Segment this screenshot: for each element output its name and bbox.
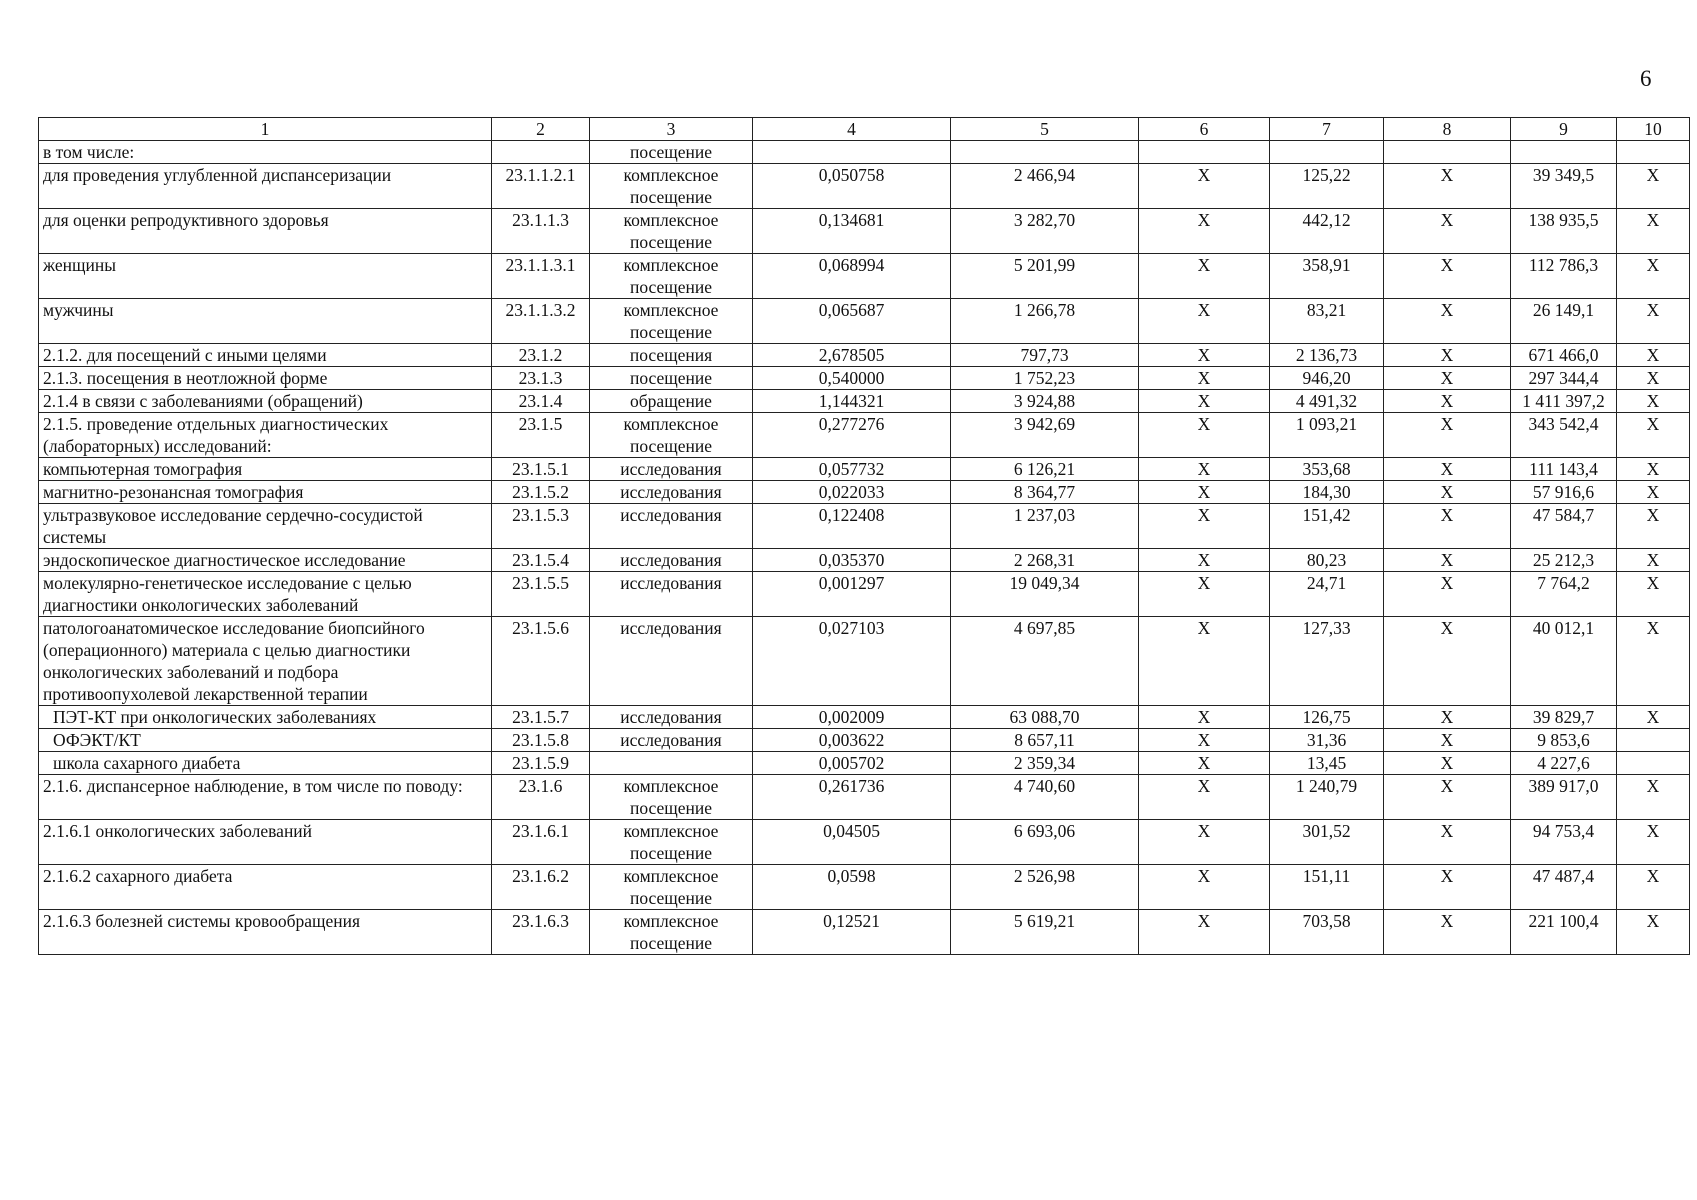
row-col7-cell: 184,30 (1270, 481, 1384, 504)
row-col4-cell: 0,540000 (753, 367, 951, 390)
row-col5-cell: 3 282,70 (951, 209, 1139, 254)
row-col8-cell: Х (1384, 344, 1511, 367)
column-header-7: 7 (1270, 118, 1384, 141)
row-col8-cell: Х (1384, 752, 1511, 775)
row-name-cell: школа сахарного диабета (39, 752, 492, 775)
row-col4-cell: 2,678505 (753, 344, 951, 367)
row-col9-cell (1511, 141, 1617, 164)
table-row (39, 572, 1690, 617)
table-row (39, 820, 1690, 865)
row-unit-cell: посещение (590, 367, 753, 390)
row-code-cell: 23.1.6.1 (492, 820, 590, 865)
row-col8-cell: Х (1384, 865, 1511, 910)
row-col10-cell (1617, 752, 1690, 775)
row-code-cell: 23.1.5.4 (492, 549, 590, 572)
row-col5-cell: 1 237,03 (951, 504, 1139, 549)
row-col4-cell: 0,027103 (753, 617, 951, 706)
row-code-cell: 23.1.6.3 (492, 910, 590, 955)
row-col7-cell: 24,71 (1270, 572, 1384, 617)
row-unit-cell: исследования (590, 458, 753, 481)
row-col8-cell: Х (1384, 549, 1511, 572)
row-col8-cell: Х (1384, 390, 1511, 413)
row-col7-cell: 151,11 (1270, 865, 1384, 910)
row-name-cell: магнитно-резонансная томография (39, 481, 492, 504)
row-col9-cell: 111 143,4 (1511, 458, 1617, 481)
row-col6-cell: Х (1139, 209, 1270, 254)
table-row (39, 617, 1690, 706)
row-col6-cell: Х (1139, 344, 1270, 367)
row-col6-cell: Х (1139, 865, 1270, 910)
row-col7-cell: 80,23 (1270, 549, 1384, 572)
row-col10-cell: Х (1617, 820, 1690, 865)
row-unit-cell: посещение (590, 141, 753, 164)
row-name-cell: 2.1.2. для посещений с иными целями (39, 344, 492, 367)
row-col5-cell: 6 693,06 (951, 820, 1139, 865)
row-col5-cell: 1 266,78 (951, 299, 1139, 344)
row-col5-cell: 6 126,21 (951, 458, 1139, 481)
row-col8-cell: Х (1384, 775, 1511, 820)
table-row (39, 164, 1690, 209)
row-name-cell: ультразвуковое исследование сердечно-сосудистой системы (39, 504, 492, 549)
row-unit-cell (590, 752, 753, 775)
row-name-cell: молекулярно-генетическое исследование с целью диагностики онкологических заболеваний (39, 572, 492, 617)
row-col9-cell: 1 411 397,2 (1511, 390, 1617, 413)
row-code-cell: 23.1.5.1 (492, 458, 590, 481)
row-col9-cell: 112 786,3 (1511, 254, 1617, 299)
table-row (39, 752, 1690, 775)
row-col6-cell: Х (1139, 706, 1270, 729)
row-col4-cell: 0,12521 (753, 910, 951, 955)
row-col5-cell: 8 364,77 (951, 481, 1139, 504)
row-unit-cell: комплексное посещение (590, 164, 753, 209)
row-col10-cell: Х (1617, 617, 1690, 706)
row-col4-cell: 1,144321 (753, 390, 951, 413)
row-unit-cell: комплексное посещение (590, 775, 753, 820)
table-row (39, 775, 1690, 820)
row-col4-cell (753, 141, 951, 164)
row-col6-cell: Х (1139, 390, 1270, 413)
row-col8-cell: Х (1384, 572, 1511, 617)
row-name-cell: в том числе: (39, 141, 492, 164)
row-code-cell (492, 141, 590, 164)
row-unit-cell: исследования (590, 617, 753, 706)
row-code-cell: 23.1.6.2 (492, 865, 590, 910)
row-col10-cell: Х (1617, 865, 1690, 910)
column-header-6: 6 (1139, 118, 1270, 141)
row-col8-cell: Х (1384, 164, 1511, 209)
row-col7-cell: 1 093,21 (1270, 413, 1384, 458)
row-col9-cell: 389 917,0 (1511, 775, 1617, 820)
row-col9-cell: 9 853,6 (1511, 729, 1617, 752)
row-name-cell: компьютерная томография (39, 458, 492, 481)
row-col5-cell (951, 141, 1139, 164)
row-col7-cell (1270, 141, 1384, 164)
row-col7-cell: 4 491,32 (1270, 390, 1384, 413)
row-col9-cell: 7 764,2 (1511, 572, 1617, 617)
row-col5-cell: 5 201,99 (951, 254, 1139, 299)
row-col6-cell: Х (1139, 481, 1270, 504)
row-col6-cell: Х (1139, 910, 1270, 955)
row-unit-cell: комплексное посещение (590, 820, 753, 865)
row-col10-cell (1617, 729, 1690, 752)
column-header-2: 2 (492, 118, 590, 141)
row-unit-cell: комплексное посещение (590, 254, 753, 299)
row-unit-cell: исследования (590, 549, 753, 572)
row-col6-cell: Х (1139, 367, 1270, 390)
row-col9-cell: 138 935,5 (1511, 209, 1617, 254)
row-unit-cell: комплексное посещение (590, 413, 753, 458)
row-col5-cell: 8 657,11 (951, 729, 1139, 752)
row-unit-cell: комплексное посещение (590, 910, 753, 955)
table-row (39, 254, 1690, 299)
row-col5-cell: 4 740,60 (951, 775, 1139, 820)
row-code-cell: 23.1.5.9 (492, 752, 590, 775)
row-col9-cell: 57 916,6 (1511, 481, 1617, 504)
row-name-cell: патологоанатомическое исследование биопсийного (операционного) материала с целью диагностики онкологических заболеваний и подбора противоопухолевой лекарственной терапии (39, 617, 492, 706)
row-col8-cell: Х (1384, 299, 1511, 344)
table-row (39, 706, 1690, 729)
row-col6-cell: Х (1139, 572, 1270, 617)
row-col10-cell: Х (1617, 549, 1690, 572)
row-col9-cell: 47 584,7 (1511, 504, 1617, 549)
row-code-cell: 23.1.4 (492, 390, 590, 413)
row-name-cell: 2.1.5. проведение отдельных диагностических (лабораторных) исследований: (39, 413, 492, 458)
row-col7-cell: 83,21 (1270, 299, 1384, 344)
page-number: 6 (1640, 66, 1652, 91)
row-col10-cell: Х (1617, 367, 1690, 390)
row-col8-cell: Х (1384, 910, 1511, 955)
row-col7-cell: 1 240,79 (1270, 775, 1384, 820)
row-col4-cell: 0,122408 (753, 504, 951, 549)
row-name-cell: 2.1.6.1 онкологических заболеваний (39, 820, 492, 865)
row-col9-cell: 297 344,4 (1511, 367, 1617, 390)
table-body (39, 141, 1690, 955)
row-col5-cell: 2 268,31 (951, 549, 1139, 572)
row-col7-cell: 353,68 (1270, 458, 1384, 481)
row-unit-cell: комплексное посещение (590, 299, 753, 344)
table-row (39, 413, 1690, 458)
row-col5-cell: 63 088,70 (951, 706, 1139, 729)
row-col8-cell: Х (1384, 481, 1511, 504)
column-header-4: 4 (753, 118, 951, 141)
row-col5-cell: 3 942,69 (951, 413, 1139, 458)
row-col10-cell: Х (1617, 572, 1690, 617)
column-header-9: 9 (1511, 118, 1617, 141)
row-col6-cell: Х (1139, 164, 1270, 209)
row-unit-cell: исследования (590, 729, 753, 752)
column-header-3: 3 (590, 118, 753, 141)
row-col4-cell: 0,0598 (753, 865, 951, 910)
table-row (39, 141, 1690, 164)
table-row (39, 390, 1690, 413)
row-col8-cell: Х (1384, 617, 1511, 706)
row-col7-cell: 703,58 (1270, 910, 1384, 955)
table-row (39, 344, 1690, 367)
row-col8-cell: Х (1384, 820, 1511, 865)
row-col9-cell: 47 487,4 (1511, 865, 1617, 910)
row-col8-cell: Х (1384, 254, 1511, 299)
row-col6-cell (1139, 141, 1270, 164)
row-col7-cell: 126,75 (1270, 706, 1384, 729)
table-row (39, 910, 1690, 955)
row-name-cell: эндоскопическое диагностическое исследование (39, 549, 492, 572)
row-col7-cell: 442,12 (1270, 209, 1384, 254)
row-name-cell: для оценки репродуктивного здоровья (39, 209, 492, 254)
row-code-cell: 23.1.1.2.1 (492, 164, 590, 209)
row-col8-cell: Х (1384, 458, 1511, 481)
row-col4-cell: 0,057732 (753, 458, 951, 481)
row-col6-cell: Х (1139, 752, 1270, 775)
data-table (38, 117, 1690, 955)
row-col4-cell: 0,003622 (753, 729, 951, 752)
row-code-cell: 23.1.5.5 (492, 572, 590, 617)
row-col8-cell: Х (1384, 729, 1511, 752)
row-col4-cell: 0,022033 (753, 481, 951, 504)
row-col8-cell (1384, 141, 1511, 164)
row-code-cell: 23.1.5.7 (492, 706, 590, 729)
row-col6-cell: Х (1139, 617, 1270, 706)
row-code-cell: 23.1.1.3.1 (492, 254, 590, 299)
row-col6-cell: Х (1139, 549, 1270, 572)
row-col4-cell: 0,065687 (753, 299, 951, 344)
row-unit-cell: исследования (590, 706, 753, 729)
row-code-cell: 23.1.5.6 (492, 617, 590, 706)
row-col4-cell: 0,134681 (753, 209, 951, 254)
row-col4-cell: 0,277276 (753, 413, 951, 458)
row-col10-cell: Х (1617, 910, 1690, 955)
row-col4-cell: 0,04505 (753, 820, 951, 865)
row-col9-cell: 39 829,7 (1511, 706, 1617, 729)
row-col7-cell: 151,42 (1270, 504, 1384, 549)
table-row (39, 865, 1690, 910)
row-col4-cell: 0,050758 (753, 164, 951, 209)
row-col5-cell: 19 049,34 (951, 572, 1139, 617)
row-name-cell: 2.1.6.2 сахарного диабета (39, 865, 492, 910)
table-row (39, 729, 1690, 752)
table-row (39, 549, 1690, 572)
row-col9-cell: 671 466,0 (1511, 344, 1617, 367)
row-unit-cell: исследования (590, 481, 753, 504)
row-col10-cell: Х (1617, 458, 1690, 481)
row-col6-cell: Х (1139, 775, 1270, 820)
column-header-5: 5 (951, 118, 1139, 141)
row-unit-cell: исследования (590, 572, 753, 617)
header-row (39, 118, 1690, 141)
row-col9-cell: 343 542,4 (1511, 413, 1617, 458)
row-col4-cell: 0,068994 (753, 254, 951, 299)
row-name-cell: ПЭТ-КТ при онкологических заболеваниях (39, 706, 492, 729)
row-name-cell: для проведения углубленной диспансеризации (39, 164, 492, 209)
row-col5-cell: 2 466,94 (951, 164, 1139, 209)
row-col5-cell: 2 526,98 (951, 865, 1139, 910)
table-row (39, 458, 1690, 481)
row-col8-cell: Х (1384, 413, 1511, 458)
row-name-cell: 2.1.6.3 болезней системы кровообращения (39, 910, 492, 955)
row-code-cell: 23.1.5 (492, 413, 590, 458)
row-col7-cell: 127,33 (1270, 617, 1384, 706)
row-col10-cell: Х (1617, 504, 1690, 549)
row-code-cell: 23.1.2 (492, 344, 590, 367)
row-col7-cell: 2 136,73 (1270, 344, 1384, 367)
row-col7-cell: 946,20 (1270, 367, 1384, 390)
row-col6-cell: Х (1139, 458, 1270, 481)
row-col7-cell: 301,52 (1270, 820, 1384, 865)
column-header-1: 1 (39, 118, 492, 141)
row-unit-cell: комплексное посещение (590, 209, 753, 254)
table-row (39, 299, 1690, 344)
table-row (39, 481, 1690, 504)
row-code-cell: 23.1.1.3.2 (492, 299, 590, 344)
row-col6-cell: Х (1139, 299, 1270, 344)
row-col5-cell: 5 619,21 (951, 910, 1139, 955)
row-col6-cell: Х (1139, 254, 1270, 299)
row-col7-cell: 125,22 (1270, 164, 1384, 209)
row-col10-cell: Х (1617, 209, 1690, 254)
row-code-cell: 23.1.5.3 (492, 504, 590, 549)
row-col4-cell: 0,035370 (753, 549, 951, 572)
column-header-10: 10 (1617, 118, 1690, 141)
row-col10-cell: Х (1617, 344, 1690, 367)
row-code-cell: 23.1.1.3 (492, 209, 590, 254)
row-col4-cell: 0,261736 (753, 775, 951, 820)
row-col8-cell: Х (1384, 367, 1511, 390)
row-col8-cell: Х (1384, 209, 1511, 254)
row-unit-cell: исследования (590, 504, 753, 549)
table-row (39, 209, 1690, 254)
row-col10-cell: Х (1617, 481, 1690, 504)
row-name-cell: женщины (39, 254, 492, 299)
row-code-cell: 23.1.3 (492, 367, 590, 390)
row-col5-cell: 4 697,85 (951, 617, 1139, 706)
row-col5-cell: 2 359,34 (951, 752, 1139, 775)
row-col6-cell: Х (1139, 729, 1270, 752)
row-name-cell: 2.1.6. диспансерное наблюдение, в том числе по поводу: (39, 775, 492, 820)
row-col10-cell: Х (1617, 254, 1690, 299)
row-unit-cell: обращение (590, 390, 753, 413)
row-name-cell: мужчины (39, 299, 492, 344)
row-col9-cell: 4 227,6 (1511, 752, 1617, 775)
row-col10-cell: Х (1617, 413, 1690, 458)
row-code-cell: 23.1.5.8 (492, 729, 590, 752)
row-col6-cell: Х (1139, 820, 1270, 865)
row-col6-cell: Х (1139, 413, 1270, 458)
row-code-cell: 23.1.6 (492, 775, 590, 820)
row-col9-cell: 221 100,4 (1511, 910, 1617, 955)
row-col4-cell: 0,001297 (753, 572, 951, 617)
row-col10-cell: Х (1617, 775, 1690, 820)
row-col4-cell: 0,002009 (753, 706, 951, 729)
row-col10-cell: Х (1617, 164, 1690, 209)
row-col9-cell: 26 149,1 (1511, 299, 1617, 344)
row-col5-cell: 1 752,23 (951, 367, 1139, 390)
table-row (39, 504, 1690, 549)
row-col10-cell: Х (1617, 390, 1690, 413)
row-col9-cell: 25 212,3 (1511, 549, 1617, 572)
row-col5-cell: 3 924,88 (951, 390, 1139, 413)
row-code-cell: 23.1.5.2 (492, 481, 590, 504)
row-col10-cell: Х (1617, 299, 1690, 344)
row-col5-cell: 797,73 (951, 344, 1139, 367)
row-col7-cell: 13,45 (1270, 752, 1384, 775)
row-unit-cell: посещения (590, 344, 753, 367)
row-col7-cell: 31,36 (1270, 729, 1384, 752)
row-name-cell: 2.1.4 в связи с заболеваниями (обращений) (39, 390, 492, 413)
row-col9-cell: 40 012,1 (1511, 617, 1617, 706)
row-col7-cell: 358,91 (1270, 254, 1384, 299)
row-col9-cell: 39 349,5 (1511, 164, 1617, 209)
row-unit-cell: комплексное посещение (590, 865, 753, 910)
table-row (39, 367, 1690, 390)
row-col10-cell (1617, 141, 1690, 164)
row-col4-cell: 0,005702 (753, 752, 951, 775)
row-col6-cell: Х (1139, 504, 1270, 549)
row-col8-cell: Х (1384, 706, 1511, 729)
column-header-8: 8 (1384, 118, 1511, 141)
row-name-cell: 2.1.3. посещения в неотложной форме (39, 367, 492, 390)
row-col8-cell: Х (1384, 504, 1511, 549)
row-name-cell: ОФЭКТ/КТ (39, 729, 492, 752)
row-col10-cell: Х (1617, 706, 1690, 729)
row-col9-cell: 94 753,4 (1511, 820, 1617, 865)
